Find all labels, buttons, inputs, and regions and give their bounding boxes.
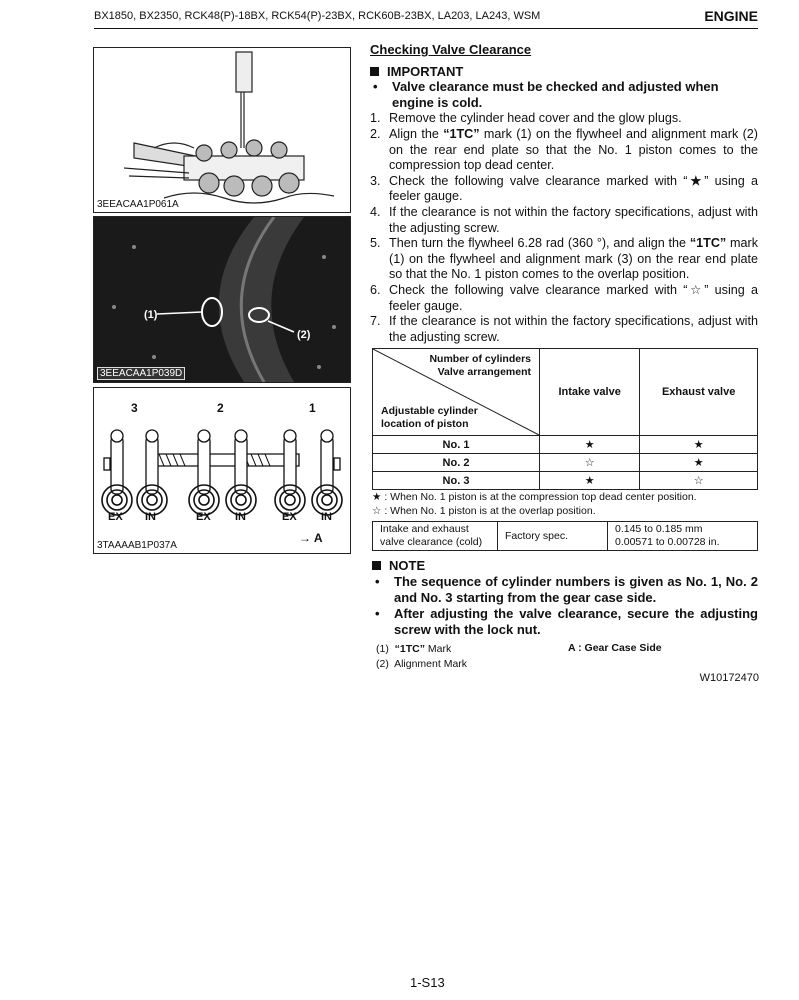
step-number: 4. xyxy=(370,204,381,219)
intake-mark: ☆ xyxy=(540,454,640,472)
exhaust-mark: ☆ xyxy=(640,472,758,490)
figure-valve-arrangement xyxy=(93,387,351,554)
note-bullet: • After adjusting the valve clearance, secure the adjusting screw with the lock nut. xyxy=(372,606,758,638)
gear-case-arrow: → A xyxy=(299,531,323,545)
row-label: No. 3 xyxy=(373,472,540,490)
header-valve-arrangement: Valve arrangement xyxy=(437,366,531,378)
feeler-gauge-illustration xyxy=(94,48,350,212)
table-row xyxy=(373,472,758,490)
valve-label: IN xyxy=(145,511,156,523)
step-text: Check the following valve clearance marked with “★” using a feeler gauge. xyxy=(389,173,758,204)
figure-legend xyxy=(376,642,467,672)
cylinder-number: 2 xyxy=(217,401,224,415)
procedure-step xyxy=(370,314,758,345)
label-tc-mark: (1) xyxy=(144,309,158,321)
valve-label: IN xyxy=(235,511,246,523)
factory-spec-table xyxy=(372,521,758,551)
step-number: 2. xyxy=(370,126,381,141)
valve-label: EX xyxy=(282,511,297,523)
legend-item-alignment-mark: (2) Alignment Mark xyxy=(376,658,468,670)
step-text: Check the following valve clearance marked with “☆” using a feeler gauge. xyxy=(389,282,758,313)
footnote-star: ★ : When No. 1 piston is at the compression top dead center position. xyxy=(372,491,697,503)
spec-label: Factory spec. xyxy=(498,522,608,551)
column-intake-valve: Intake valve xyxy=(540,349,640,436)
cylinder-number: 3 xyxy=(131,401,138,415)
legend-item-gear-case: A : Gear Case Side xyxy=(568,642,662,654)
step-number: 1. xyxy=(370,111,381,126)
table-row xyxy=(373,454,758,472)
valve-label: EX xyxy=(108,511,123,523)
valve-arrangement-table xyxy=(372,348,758,490)
valve-label: IN xyxy=(321,511,332,523)
figure-flywheel-photo xyxy=(93,216,351,383)
procedure-step xyxy=(370,111,758,127)
flywheel-photo xyxy=(94,217,350,382)
step-text: If the clearance is not within the factory specifications, adjust with the adjusting screw. xyxy=(389,204,758,235)
intake-mark: ★ xyxy=(540,472,640,490)
bullet-icon: • xyxy=(373,79,378,95)
note-bullet: • The sequence of cylinder numbers is given as No. 1, No. 2 and No. 3 starting from the gear case side. xyxy=(372,574,758,606)
step-number: 5. xyxy=(370,236,381,251)
page-header xyxy=(94,8,758,29)
figure-code: 3EEACAA1P061A xyxy=(97,199,179,210)
figure-code: 3EEACAA1P039D xyxy=(97,367,185,380)
procedure-step xyxy=(370,127,758,174)
step-text: Then turn the flywheel 6.28 rad (360 °), and align the “1TC” mark (1) on the flywheel and alignment mark (3) on the rear end plate so that the No. 1 piston comes to the overlap position. xyxy=(389,236,758,282)
footnote-hollow-star: ☆ : When No. 1 piston is at the overlap position. xyxy=(372,505,596,517)
square-bullet-icon xyxy=(372,561,381,570)
header-location-of-piston: location of piston xyxy=(381,418,469,430)
figure-code: 3TAAAAB1P037A xyxy=(97,540,177,551)
step-text: If the clearance is not within the factory specifications, adjust with the adjusting screw. xyxy=(389,314,758,344)
section-heading: Checking Valve Clearance xyxy=(370,42,532,57)
document-code: W10172470 xyxy=(699,672,759,684)
header-number-of-cylinders: Number of cylinders xyxy=(429,353,531,365)
section-title: ENGINE xyxy=(704,8,758,24)
legend-item-tc-mark: (1) “1TC” Mark xyxy=(376,643,452,655)
step-text: Align the “1TC” mark (1) on the flywheel and alignment mark (2) on the rear end plate so that the No. 1 piston comes to the compression top dead center. xyxy=(389,126,758,173)
important-heading: IMPORTANT xyxy=(370,64,758,80)
exhaust-mark: ★ xyxy=(640,436,758,454)
label-alignment-mark: (2) xyxy=(297,329,311,341)
important-bullet: • Valve clearance must be checked and adjusted when engine is cold. xyxy=(370,79,758,110)
spec-item: Intake and exhaust valve clearance (cold) xyxy=(373,522,498,551)
procedure-step xyxy=(370,283,758,314)
header-adjustable-cylinder: Adjustable cylinder xyxy=(381,405,478,417)
note-heading: NOTE xyxy=(372,558,758,574)
model-list: BX1850, BX2350, RCK48(P)-18BX, RCK54(P)-23BX, RCK60B-23BX, LA203, LA243, WSM xyxy=(94,10,541,22)
exhaust-mark: ★ xyxy=(640,454,758,472)
cylinder-number: 1 xyxy=(309,401,316,415)
row-label: No. 1 xyxy=(373,436,540,454)
bullet-icon: • xyxy=(375,574,380,589)
bullet-icon: • xyxy=(375,606,380,621)
note-section xyxy=(372,558,758,638)
step-text: Remove the cylinder head cover and the glow plugs. xyxy=(389,111,682,126)
procedure-steps xyxy=(370,111,758,345)
square-bullet-icon xyxy=(370,67,379,76)
table-row xyxy=(373,436,758,454)
spec-value: 0.145 to 0.185 mm 0.00571 to 0.00728 in. xyxy=(608,522,758,551)
procedure-step xyxy=(370,205,758,236)
figure-feeler-gauge xyxy=(93,47,351,213)
procedure-step xyxy=(370,236,758,283)
procedure-section xyxy=(370,42,758,345)
procedure-step xyxy=(370,174,758,205)
row-label: No. 2 xyxy=(373,454,540,472)
valve-label: EX xyxy=(196,511,211,523)
intake-mark: ★ xyxy=(540,436,640,454)
step-number: 3. xyxy=(370,173,381,188)
diagonal-header-cell xyxy=(373,349,540,436)
rocker-arm-diagram xyxy=(94,418,350,538)
step-number: 7. xyxy=(370,314,381,329)
step-number: 6. xyxy=(370,282,381,297)
page-number: 1-S13 xyxy=(410,975,445,990)
column-exhaust-valve: Exhaust valve xyxy=(640,349,758,436)
